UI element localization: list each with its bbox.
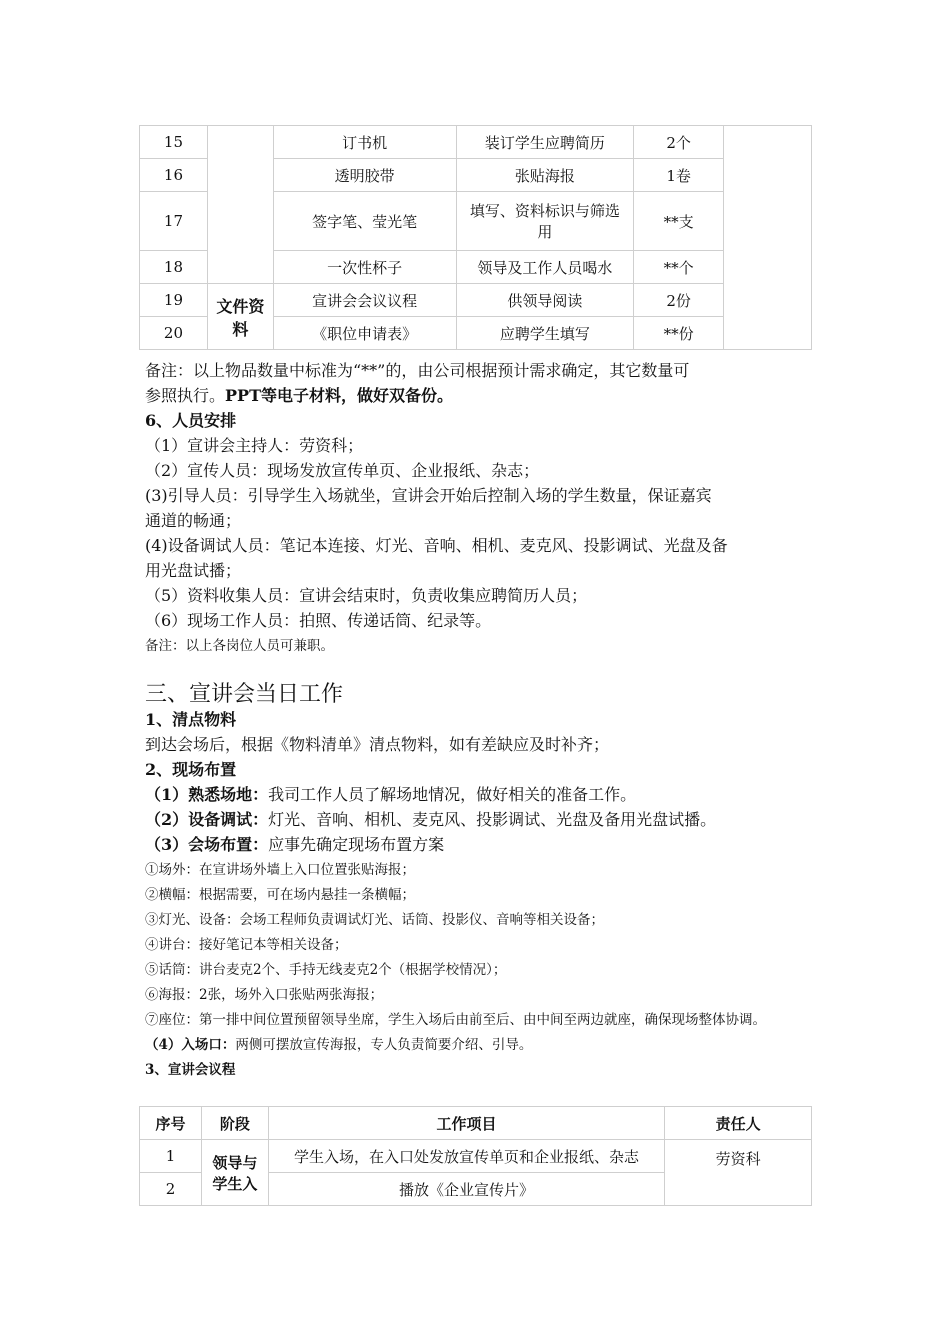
item-quantity: 2份: [634, 284, 724, 317]
item-name: 订书机: [273, 126, 456, 159]
list-item: （5）资料收集人员：宣讲会结束时，负责收集应聘简历人员；: [145, 586, 588, 605]
row-number: 15: [140, 126, 208, 159]
section-title: 三、宣讲会当日工作: [145, 682, 344, 707]
category-cell: [207, 284, 273, 350]
paragraph-label: （2）设备调试：: [145, 810, 269, 829]
list-item: ①场外：在宣讲场外墙上入口位置张贴海报；: [145, 862, 415, 878]
item-use: 供领导阅读: [456, 284, 634, 317]
item-name: 签字笔、莹光笔: [273, 192, 456, 251]
row-number: 20: [140, 317, 208, 350]
item-quantity: 2个: [634, 126, 724, 159]
row-number: 18: [140, 251, 208, 284]
paragraph-text: 应事先确定现场布置方案: [268, 835, 445, 854]
task-cell: 学生入场，在入口处发放宣传单页和企业报纸、杂志: [268, 1140, 664, 1173]
list-item: （2）宣传人员：现场发放宣传单页、企业报纸、杂志；: [145, 461, 540, 480]
stage-line: 学生入: [212, 1174, 258, 1193]
paragraph: 到达会场后，根据《物料清单》清点物料，如有差缺应及时补齐；: [145, 735, 610, 754]
note-text: 参照执行。: [145, 386, 226, 405]
paragraph-label: （1）熟悉场地：: [145, 785, 269, 804]
column-header: 工作项目: [268, 1107, 664, 1140]
list-item: ⑦座位：第一排中间位置预留领导坐席，学生入场后由前至后、由中间至两边就座，确保现场整体协调。: [145, 1012, 766, 1028]
item-use-line: 用: [537, 223, 553, 241]
agenda-table: [139, 1106, 812, 1206]
item-quantity: **支: [634, 192, 724, 251]
row-number: 16: [140, 159, 208, 192]
item-use-line: 填写、资料标识与筛选: [469, 202, 620, 220]
row-number: 17: [140, 192, 208, 251]
list-item: 用光盘试播；: [145, 561, 242, 580]
paragraph: [145, 808, 716, 832]
row-number: 2: [140, 1173, 202, 1206]
paragraph-text: 灯光、音响、相机、麦克风、投影调试、光盘及备用光盘试播。: [268, 810, 717, 829]
item-use: 应聘学生填写: [456, 317, 634, 350]
section-heading: 2、现场布置: [145, 760, 237, 779]
materials-table: [139, 125, 812, 350]
row-number: 19: [140, 284, 208, 317]
task-cell: 播放《企业宣传片》: [268, 1173, 664, 1206]
item-quantity: **份: [634, 317, 724, 350]
list-item: ⑤话筒：讲台麦克2个、手持无线麦克2个（根据学校情况）；: [145, 962, 507, 978]
note-line: 备注：以上各岗位人员可兼职。: [145, 638, 334, 654]
item-name: 宣讲会会议议程: [273, 284, 456, 317]
item-use: [456, 192, 634, 251]
paragraph-label: （4）入场口：: [145, 1037, 236, 1053]
table-row: [140, 1140, 812, 1173]
list-item: ④讲台：接好笔记本等相关设备；: [145, 937, 348, 953]
table-row: [140, 284, 812, 317]
section-heading: 6、人员安排: [145, 411, 237, 430]
item-name: 透明胶带: [273, 159, 456, 192]
item-use: 领导及工作人员喝水: [456, 251, 634, 284]
owner-cell: 劳资科: [665, 1140, 812, 1206]
remarks-cell: [724, 126, 812, 350]
note-line: 备注：以上物品数量中标准为“**”的，由公司根据预计需求确定，其它数量可: [145, 361, 690, 380]
category-line: 文件资: [216, 296, 265, 316]
stage-line: 领导与: [212, 1153, 258, 1172]
paragraph: [145, 1033, 532, 1057]
list-item: (4)设备调试人员：笔记本连接、灯光、音响、相机、麦克风、投影调试、光盘及备: [145, 536, 728, 555]
item-quantity: 1卷: [634, 159, 724, 192]
paragraph-text: 我司工作人员了解场地情况，做好相关的准备工作。: [268, 785, 637, 804]
note-emphasis: PPT等电子材料，做好双备份。: [225, 386, 453, 405]
column-header: 序号: [140, 1107, 202, 1140]
category-line: 料: [232, 319, 249, 339]
column-header: 责任人: [665, 1107, 812, 1140]
section-heading: 1、清点物料: [145, 710, 237, 729]
list-item: （6）现场工作人员：拍照、传递话筒、纪录等。: [145, 611, 492, 630]
row-number: 1: [140, 1140, 202, 1173]
paragraph: [145, 783, 636, 807]
list-item: （1）宣讲会主持人：劳资科；: [145, 436, 364, 455]
category-cell-empty: [207, 126, 273, 284]
item-quantity: **个: [634, 251, 724, 284]
table-header-row: [140, 1107, 812, 1140]
list-item: ②横幅：根据需要，可在场内悬挂一条横幅；: [145, 887, 415, 903]
list-item: (3)引导人员：引导学生入场就坐，宣讲会开始后控制入场的学生数量，保证嘉宾: [145, 486, 712, 505]
list-item: 通道的畅通；: [145, 511, 242, 530]
stage-cell: [201, 1140, 268, 1206]
list-item: ③灯光、设备：会场工程师负责调试灯光、话筒、投影仪、音响等相关设备；: [145, 912, 604, 928]
item-name: 《职位申请表》: [273, 317, 456, 350]
section-heading: 3、宣讲会议程: [145, 1062, 236, 1078]
paragraph: [145, 833, 444, 857]
note-line: [145, 384, 453, 408]
table-row: [140, 126, 812, 159]
paragraph-label: （3）会场布置：: [145, 835, 269, 854]
item-use: 张贴海报: [456, 159, 634, 192]
list-item: ⑥海报：2张，场外入口张贴两张海报；: [145, 987, 384, 1003]
paragraph-text: 两侧可摆放宣传海报，专人负责简要介绍、引导。: [235, 1037, 533, 1053]
item-use: 装订学生应聘简历: [456, 126, 634, 159]
column-header: 阶段: [201, 1107, 268, 1140]
item-name: 一次性杯子: [273, 251, 456, 284]
